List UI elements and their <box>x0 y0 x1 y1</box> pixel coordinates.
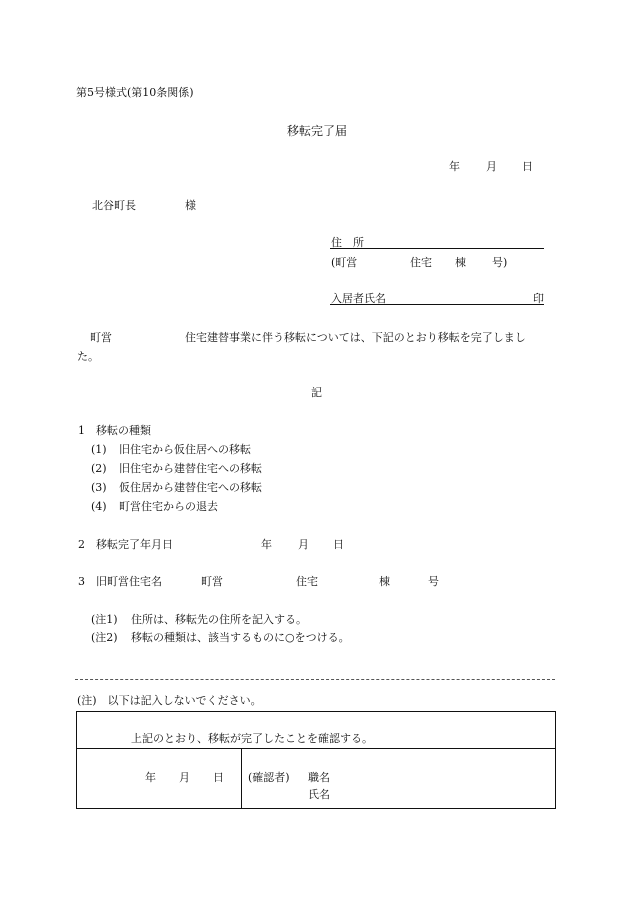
section2-heading: 2 移転完了年月日 <box>78 538 173 551</box>
address-detail-open: (町営 <box>331 256 358 269</box>
section2-year: 年 <box>261 538 272 551</box>
date-year: 年 <box>449 160 460 173</box>
address-label: 住 所 <box>331 236 364 249</box>
ki-heading: 記 <box>311 386 322 399</box>
office-confirm-text: 上記のとおり、移転が完了したことを確認する。 <box>131 732 373 745</box>
section1-item-text: 町営住宅からの退去 <box>119 500 218 513</box>
office-date-year: 年 <box>145 771 156 784</box>
section3-go: 号 <box>428 575 439 588</box>
name-label: 氏名 <box>308 788 330 801</box>
section3-heading: 3 旧町営住宅名 <box>78 575 162 588</box>
note-num: (注1) <box>91 613 118 626</box>
section2-month: 月 <box>298 538 309 551</box>
note-num: (注2) <box>91 631 118 644</box>
resident-name-label: 入居者氏名 <box>331 292 386 305</box>
date-month: 月 <box>486 160 497 173</box>
body-text-line1: 住宅建替事業に伴う移転については、下記のとおり移転を完了しまし <box>185 331 526 344</box>
office-box-row-divider <box>76 748 556 749</box>
section1-item-text: 旧住宅から仮住居への移転 <box>119 443 251 456</box>
address-detail-go: 号) <box>492 256 508 269</box>
section3-mune: 棟 <box>379 575 390 588</box>
section2-day: 日 <box>333 538 344 551</box>
position-label: 職名 <box>308 771 330 784</box>
section1-item-num: (2) <box>91 462 107 475</box>
body-choei: 町営 <box>90 331 112 344</box>
resident-name-underline <box>330 304 544 305</box>
section3-jutaku: 住宅 <box>296 575 318 588</box>
section1-item-num: (1) <box>91 443 107 456</box>
address-detail-jutaku: 住宅 <box>410 256 432 269</box>
address-detail-mune: 棟 <box>455 256 466 269</box>
cut-line-divider <box>75 679 555 680</box>
office-date-month: 月 <box>179 771 190 784</box>
recipient-mayor: 北谷町長 <box>92 199 136 212</box>
section1-item-num: (4) <box>91 500 107 513</box>
note-text: 移転の種類は、該当するものに○をつける。 <box>131 631 350 644</box>
section1-item-text: 仮住居から建替住宅への移転 <box>119 481 262 494</box>
body-text-line2: た。 <box>77 350 99 363</box>
office-box-col-divider <box>241 748 242 809</box>
date-day: 日 <box>522 160 533 173</box>
section1-item-num: (3) <box>91 481 107 494</box>
section1-heading: 1 移転の種類 <box>78 424 151 437</box>
note-text: 住所は、移転先の住所を記入する。 <box>131 613 307 626</box>
office-note: (注) 以下は記入しないでください。 <box>77 694 262 707</box>
confirmer-label: (確認者) <box>248 771 290 784</box>
section1-item-text: 旧住宅から建替住宅への移転 <box>119 462 262 475</box>
address-underline <box>330 248 544 249</box>
page-title: 移転完了届 <box>287 124 348 138</box>
seal-mark: 印 <box>533 292 544 305</box>
office-date-day: 日 <box>213 771 224 784</box>
form-number: 第5号様式(第10条関係) <box>76 86 194 99</box>
section3-choei: 町営 <box>201 575 223 588</box>
recipient-honorific: 様 <box>185 199 196 212</box>
